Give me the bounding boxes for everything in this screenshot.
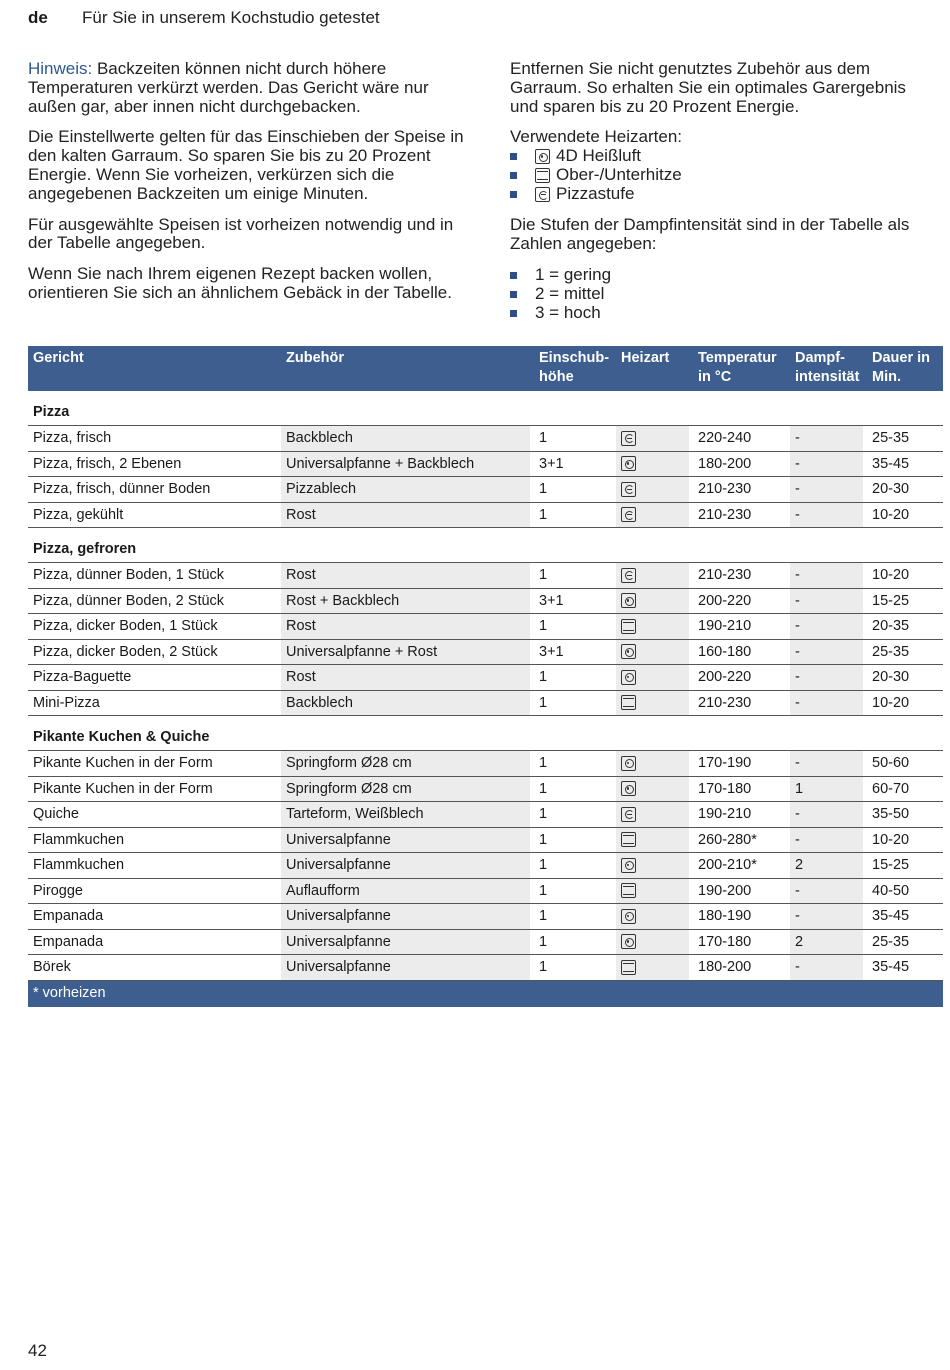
cell-einschub: 1	[534, 955, 616, 980]
cell-zubehoer: Universalpfanne	[281, 828, 534, 853]
top-bottom-heat-icon	[621, 960, 636, 975]
table-row	[28, 503, 943, 529]
cell-dauer: 20-30	[872, 481, 910, 497]
cell-dampf: -	[790, 426, 867, 451]
group-title: Pizza	[28, 391, 943, 426]
cell-dampf: -	[790, 879, 867, 904]
cell-temperatur: 210-230	[693, 503, 790, 528]
stufe-label: 3 = hoch	[535, 302, 601, 322]
cell-temperatur: 200-210*	[693, 853, 790, 878]
cell-dampf: -	[790, 503, 867, 528]
cell-gericht: Mini-Pizza	[28, 691, 281, 716]
cell-temperatur: 160-180	[693, 640, 790, 665]
recipe-paragraph: Wenn Sie nach Ihrem eigenen Rezept backen wollen, orientieren Sie sich an ähnlichem Gebäck in der Tabelle.	[28, 264, 452, 302]
cell-dampf: 2	[790, 853, 867, 878]
cell-zubehoer: Rost	[281, 563, 534, 588]
header-heizart: Heizart	[621, 350, 670, 366]
left-column	[28, 60, 468, 315]
fan-4d-icon	[621, 756, 636, 771]
pizza-setting-icon	[621, 807, 636, 822]
cell-temperatur: 200-220	[693, 665, 790, 690]
top-bottom-heat-icon	[621, 883, 636, 898]
fan-4d-icon	[621, 781, 636, 796]
cell-temperatur: 260-280*	[693, 828, 790, 853]
cell-zubehoer: Auflaufform	[281, 879, 534, 904]
list-item	[510, 266, 930, 285]
cell-einschub: 1	[534, 802, 616, 827]
hinweis-text: Backzeiten können nicht durch höhere Temperaturen verkürzt werden. Das Gericht wäre nur außen gar, aber innen nicht durchgebacken.	[28, 59, 429, 116]
cell-einschub: 1	[534, 477, 616, 502]
stufe-label: 2 = mittel	[535, 283, 605, 303]
cell-einschub: 1	[534, 853, 616, 878]
cell-zubehoer: Pizzablech	[281, 477, 534, 502]
cell-heizart	[616, 477, 693, 502]
table-row	[28, 879, 943, 905]
cell-einschub: 3+1	[534, 589, 616, 614]
cell-heizart	[616, 614, 693, 639]
fan-4d-icon	[535, 149, 550, 164]
cell-dauer: 60-70	[872, 780, 910, 797]
cell-dampf: -	[790, 640, 867, 665]
cell-zubehoer: Backblech	[281, 426, 534, 451]
cell-dauer: 35-50	[872, 806, 910, 822]
cell-gericht: Empanada	[28, 930, 281, 955]
bullet-icon	[510, 153, 517, 160]
cell-gericht: Empanada	[28, 904, 281, 929]
cell-zubehoer: Universalpfanne	[281, 955, 534, 980]
language-label: de	[28, 8, 48, 27]
cell-einschub: 1	[534, 614, 616, 639]
page-header	[28, 8, 930, 30]
cell-heizart	[616, 691, 693, 716]
cell-dauer: 10-20	[872, 694, 910, 711]
cell-dampf: -	[790, 955, 867, 980]
cell-heizart	[616, 828, 693, 853]
list-item	[510, 166, 930, 185]
pizza-setting-icon	[621, 507, 636, 522]
cell-dauer: 10-20	[872, 567, 910, 583]
cell-einschub: 3+1	[534, 452, 616, 477]
cell-temperatur: 180-200	[693, 955, 790, 980]
fan-4d-icon	[621, 456, 636, 471]
list-item	[510, 285, 930, 304]
cell-dampf: 2	[790, 930, 867, 955]
cell-zubehoer: Universalpfanne	[281, 853, 534, 878]
cell-dauer: 15-25	[872, 592, 910, 609]
cell-temperatur: 180-200	[693, 452, 790, 477]
cell-dampf: -	[790, 802, 867, 827]
cell-dampf: -	[790, 589, 867, 614]
hinweis-paragraph	[28, 60, 468, 116]
group-title: Pikante Kuchen & Quiche	[28, 716, 943, 751]
cell-temperatur: 190-210	[693, 802, 790, 827]
header-zubehoer: Zubehör	[286, 350, 344, 366]
cell-dampf: -	[790, 477, 867, 502]
top-bottom-heat-icon	[621, 832, 636, 847]
cell-heizart	[616, 452, 693, 477]
group-title: Pizza, gefroren	[28, 528, 943, 563]
cell-einschub: 1	[534, 503, 616, 528]
cell-zubehoer: Rost	[281, 503, 534, 528]
cell-temperatur: 170-190	[693, 751, 790, 776]
cell-zubehoer: Universalpfanne + Rost	[281, 640, 534, 665]
cell-einschub: 1	[534, 691, 616, 716]
table-row	[28, 777, 943, 803]
cell-heizart	[616, 853, 693, 878]
cell-gericht: Pizza, dicker Boden, 1 Stück	[28, 614, 281, 639]
cell-dampf: -	[790, 828, 867, 853]
cell-einschub: 1	[534, 904, 616, 929]
cell-dampf: -	[790, 614, 867, 639]
table-row	[28, 614, 943, 640]
table-row	[28, 477, 943, 503]
table-row	[28, 802, 943, 828]
cell-gericht: Pizza, frisch, 2 Ebenen	[28, 452, 281, 477]
cell-zubehoer: Rost + Backblech	[281, 589, 534, 614]
cell-dauer: 20-35	[872, 618, 910, 634]
fan-4d-icon	[621, 670, 636, 685]
cell-temperatur: 180-190	[693, 904, 790, 929]
cell-gericht: Pikante Kuchen in der Form	[28, 751, 281, 776]
cell-gericht: Pizza, dünner Boden, 1 Stück	[28, 563, 281, 588]
cell-heizart	[616, 930, 693, 955]
cell-zubehoer: Springform Ø28 cm	[281, 751, 534, 776]
cell-heizart	[616, 955, 693, 980]
cell-heizart	[616, 802, 693, 827]
cell-einschub: 1	[534, 751, 616, 776]
top-bottom-heat-icon	[621, 695, 636, 710]
cell-temperatur: 190-200	[693, 879, 790, 904]
cell-dampf: -	[790, 452, 867, 477]
cell-gericht: Börek	[28, 955, 281, 980]
cell-zubehoer: Backblech	[281, 691, 534, 716]
cell-einschub: 1	[534, 665, 616, 690]
cell-temperatur: 170-180	[693, 777, 790, 802]
cell-einschub: 1	[534, 879, 616, 904]
cell-temperatur: 200-220	[693, 589, 790, 614]
heizarten-list	[510, 147, 930, 204]
table-row	[28, 751, 943, 777]
cell-einschub: 1	[534, 930, 616, 955]
cell-gericht: Flammkuchen	[28, 853, 281, 878]
table-row	[28, 563, 943, 589]
bullet-icon	[510, 191, 517, 198]
table-header	[28, 346, 943, 391]
cell-zubehoer: Tarteform, Weißblech	[281, 802, 534, 827]
table-body	[28, 391, 943, 981]
cell-zubehoer: Universalpfanne	[281, 904, 534, 929]
header-dauer: Dauer in Min.	[872, 350, 931, 385]
cell-gericht: Pizza, frisch	[28, 426, 281, 451]
cell-einschub: 1	[534, 426, 616, 451]
header-temperatur: Temperatur in °C	[698, 350, 777, 385]
cell-gericht: Pikante Kuchen in der Form	[28, 777, 281, 802]
table-footnote: * vorheizen	[28, 981, 943, 1007]
cell-dauer: 40-50	[872, 882, 910, 899]
cell-gericht: Pizza, frisch, dünner Boden	[28, 477, 281, 502]
page-number: 42	[28, 1341, 47, 1360]
bullet-icon	[510, 291, 517, 298]
cell-heizart	[616, 665, 693, 690]
cell-gericht: Pizza, dicker Boden, 2 Stück	[28, 640, 281, 665]
cell-heizart	[616, 777, 693, 802]
table-row	[28, 665, 943, 691]
cell-temperatur: 220-240	[693, 426, 790, 451]
preheat-paragraph: Für ausgewählte Speisen ist vorheizen notwendig und in der Tabelle angegeben.	[28, 214, 454, 253]
heizart-label: Ober-/Unterhitze	[556, 165, 682, 185]
cell-dauer: 20-30	[872, 669, 910, 685]
cell-einschub: 3+1	[534, 640, 616, 665]
cell-heizart	[616, 503, 693, 528]
cell-dampf: 1	[790, 777, 867, 802]
hinweis-label: Hinweis:	[28, 59, 93, 78]
cell-heizart	[616, 879, 693, 904]
table-row	[28, 853, 943, 879]
accessory-paragraph: Entfernen Sie nicht genutztes Zubehör aus dem Garraum. So erhalten Sie ein optimales Garergebnis und sparen bis zu 20 Prozent Energie.	[510, 59, 906, 116]
baking-table	[28, 346, 943, 1007]
heizarten-label: Verwendete Heizarten:	[510, 127, 682, 147]
cell-dauer: 25-35	[872, 430, 910, 446]
cell-zubehoer: Rost	[281, 614, 534, 639]
fan-4d-icon	[621, 909, 636, 924]
fan-4d-icon	[621, 858, 636, 873]
table-row	[28, 452, 943, 478]
bullet-icon	[510, 172, 517, 179]
cell-dauer: 35-45	[872, 908, 910, 924]
stufe-label: 1 = gering	[535, 264, 612, 284]
cell-dauer: 25-35	[872, 643, 910, 660]
top-bottom-heat-icon	[535, 168, 550, 183]
cell-dauer: 50-60	[872, 755, 910, 771]
cell-dampf: -	[790, 904, 867, 929]
cell-heizart	[616, 589, 693, 614]
cell-heizart	[616, 640, 693, 665]
cell-temperatur: 210-230	[693, 691, 790, 716]
list-item	[510, 185, 930, 204]
cell-zubehoer: Springform Ø28 cm	[281, 777, 534, 802]
fan-4d-icon	[621, 644, 636, 659]
cell-gericht: Pizza-Baguette	[28, 665, 281, 690]
cell-heizart	[616, 751, 693, 776]
cell-dampf: -	[790, 665, 867, 690]
table-row	[28, 930, 943, 956]
right-column	[510, 60, 930, 335]
cell-zubehoer: Rost	[281, 665, 534, 690]
cell-temperatur: 170-180	[693, 930, 790, 955]
pizza-setting-icon	[535, 187, 550, 202]
pizza-setting-icon	[621, 431, 636, 446]
cell-dauer: 15-25	[872, 857, 910, 873]
bullet-icon	[510, 310, 517, 317]
cell-zubehoer: Universalpfanne + Backblech	[281, 452, 534, 477]
cell-einschub: 1	[534, 563, 616, 588]
cell-gericht: Pizza, dünner Boden, 2 Stück	[28, 589, 281, 614]
top-bottom-heat-icon	[621, 619, 636, 634]
settings-paragraph: Die Einstellwerte gelten für das Einschieben der Speise in den kalten Garraum. So sparen Sie bis zu 20 Prozent Energie. Wenn Sie vorheizen, verkürzen sich die angegebenen Backzeiten um einige Minuten.	[28, 127, 464, 203]
cell-dampf: -	[790, 751, 867, 776]
cell-gericht: Pirogge	[28, 879, 281, 904]
cell-temperatur: 210-230	[693, 477, 790, 502]
cell-einschub: 1	[534, 777, 616, 802]
bullet-icon	[510, 272, 517, 279]
table-row	[28, 828, 943, 854]
pizza-setting-icon	[621, 482, 636, 497]
header-einschub: Einschub- höhe	[539, 350, 610, 385]
cell-temperatur: 190-210	[693, 614, 790, 639]
fan-4d-icon	[621, 593, 636, 608]
cell-heizart	[616, 426, 693, 451]
table-row	[28, 904, 943, 930]
list-item	[510, 304, 930, 323]
cell-temperatur: 210-230	[693, 563, 790, 588]
cell-dauer: 35-45	[872, 455, 910, 472]
cell-heizart	[616, 563, 693, 588]
table-row	[28, 955, 943, 981]
table-row	[28, 640, 943, 666]
heizart-label: 4D Heißluft	[556, 146, 642, 166]
list-item	[510, 147, 930, 166]
cell-dauer: 10-20	[872, 506, 910, 523]
cell-einschub: 1	[534, 828, 616, 853]
cell-dauer: 25-35	[872, 933, 910, 950]
cell-dauer: 35-45	[872, 959, 910, 975]
table-row	[28, 426, 943, 452]
pizza-setting-icon	[621, 568, 636, 583]
fan-4d-icon	[621, 934, 636, 949]
cell-dauer: 10-20	[872, 831, 910, 848]
section-title: Für Sie in unserem Kochstudio getestet	[82, 8, 380, 27]
cell-dampf: -	[790, 563, 867, 588]
header-dampf: Dampf- intensität	[795, 350, 860, 385]
cell-gericht: Pizza, gekühlt	[28, 503, 281, 528]
steam-paragraph: Die Stufen der Dampfintensität sind in der Tabelle als Zahlen angegeben:	[510, 215, 910, 253]
table-row	[28, 691, 943, 717]
header-gericht: Gericht	[33, 350, 84, 366]
cell-gericht: Flammkuchen	[28, 828, 281, 853]
table-row	[28, 589, 943, 615]
cell-gericht: Quiche	[28, 802, 281, 827]
cell-dampf: -	[790, 691, 867, 716]
heizart-label: Pizzastufe	[556, 184, 635, 204]
stufen-list	[510, 266, 930, 323]
cell-zubehoer: Universalpfanne	[281, 930, 534, 955]
cell-heizart	[616, 904, 693, 929]
